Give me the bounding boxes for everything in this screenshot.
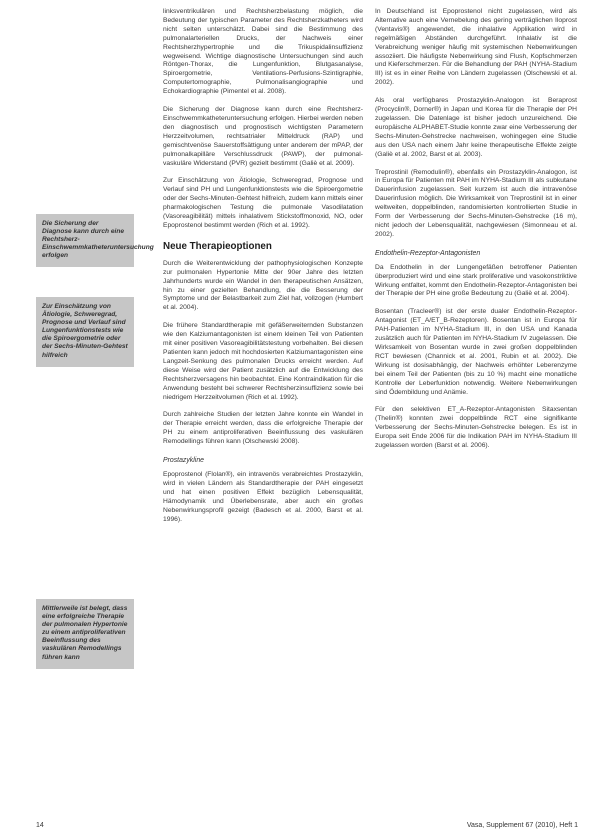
margin-note-diagnosis: Die Sicherung der Diagnose kann durch eine Rechtsherz-Einschwemmkatheteruntersuchung erfolgen: [36, 214, 134, 267]
section-heading: Neue Therapieoptionen: [163, 240, 272, 252]
margin-note-lung-function: Zur Einschätzung von Ätiologie, Schweregrad, Prognose und Verlauf sind Lungenfunktionstests wie die Spiroergometrie oder der Sechs-Minuten-Gehtest hilfreich: [36, 297, 134, 367]
paragraph: Epoprostenol (Flolan®), ein intravenös verabreichtes Prostazyklin, wird in vielen Ländern als Standardtherapie der PAH eingesetzt und hat einen positiven Effekt bezüglich Lebensqualität, Hämodynamik und Überlebensrate, aber auch ein großes Nebenwirkungsprofil gezeigt (Badesch et al. 2000, Barst et al. 1996).: [163, 471, 363, 523]
page-number: 14: [36, 822, 44, 829]
paragraph: Die frühere Standardtherapie mit gefäßerweiternden Substanzen wie den Kalziumantagonisten ist einem kleinen Teil von Patienten mit einer positiven Vasoreagibilitätstestung vorbehalten. Bei diesen Patienten kann jedoch mit hochdosierten Kalziumantagonisten eine Langzeit-Senkung des pulmonalen Drucks erreicht werden. Auf diese Weise wird der Patient zusätzlich auf die Entwicklung des Rechtsherzversagens hin beobachtet. Eine Kontraindikation für die Anwendung besteht bei schwerer Rechtsherzinsuffizienz sowie bei niedrigem Herzzeitvolumen (Rich et al. 1992).: [163, 322, 363, 401]
paragraph: Durch zahlreiche Studien der letzten Jahre konnte ein Wandel in der Therapie erreicht werden, dass die erfolgreiche Therapie der PH zu einem antiproliferativen Beeinflussung des vaskulären Remodellings führen kann (Olschewski 2008).: [163, 411, 363, 446]
paragraph: Da Endothelin in der Lungengefäßen betroffener Patienten überproduziert wird und eine stark proliferative und vasokonstriktive Wirkung entfaltet, kommt den Endothelin-Rezeptor-Antagonisten bei der Therapie der PH eine große Bedeutung zu (Galiè et al. 2004).: [375, 263, 577, 298]
paragraph: Die Sicherung der Diagnose kann durch eine Rechtsherz-Einschwemmkatheteruntersuchung erfolgen. Hierbei werden neben den diagnostisch und prognostisch wichtigsten Parametern Herzzeitvolumen, rechtsatrialer Mitteldruck (RAP) und gemischtvenöse Sauerstoffsättigung unter anderem der mPAP, der pulmonalkapilläre Verschlussdruck (PAWP), der pulmonal-vaskuläre Widerstand (PVR) gezielt bestimmt (Galiè et al. 2009).: [163, 106, 363, 167]
page-footer: [0, 822, 614, 834]
subsection-heading: Endothelin-Rezeptor-Antagonisten: [375, 249, 481, 257]
paragraph: Als oral verfügbares Prostazyklin-Analogon ist Beraprost (Procyclin®, Dorner®) in Japan und Korea für die Therapie der PH zugelassen. Die Datenlage ist bisher jedoch unzureichend. Die europäische ALPHABET-Studie konnte zwar eine Verbesserung der Sechs-Minuten-Gehstrecke nachweisen, wohingegen eine Studie aus den USA nach einem Jahr keine therapeutische Effekte zeigte (Galiè et al. 2002, Barst et al. 2003).: [375, 97, 577, 158]
paragraph: Zur Einschätzung von Ätiologie, Schweregrad, Prognose und Verlauf sind PH und Lungenfunktionstests wie die Spiroergometrie oder der Sechs-Minuten-Gehtest hilfreich, zudem kann mittels einer pharmakologischen Testung die pulmonale Vasodilatation (Vasoreagibilität) mittels inhalativem Stickstoffmonoxid, NO, oder Epoprostenol bestimmt werden (Rich et al. 1992).: [163, 177, 363, 229]
margin-note-remodelling: Mittlerweile ist belegt, dass eine erfolgreiche Therapie der pulmonalen Hypertonie zu einem antiproliferativen Beeinflussung des vaskulären Remodellings führen kann: [36, 599, 134, 669]
paragraph: Treprostinil (Remodulin®), ebenfalls ein Prostazyklin-Analogon, ist in Europa für Patienten mit PAH im NYHA-Stadium III als subkutane Dauerinfusion zugelassen. Seit kurzem ist auch die intravenöse Dauerinfusion möglich. Die Wirksamkeit von Treprostinil ist in einer weltweiten, doppelblinden, randomisierten kontrollierten Studie in Form der Verbesserung der Sechs-Minuten-Gehstrecke (16 m), nicht jedoch der Lebensqualität, nachgewiesen (Simonneau et al. 2002).: [375, 168, 577, 238]
column-right: [375, 8, 577, 460]
paragraph: In Deutschland ist Epoprostenol nicht zugelassen, wird als Alternative auch eine Vernebelung des gering verträglichen Iloprost (Ventavis®) angewendet, die inhalative Applikation wird in regelmäßigen Abständen durchgeführt. Inhalativ ist die Verabreichung weniger häufig mit systemischen Nebenwirkungen assoziiert. Die häufigste Nebenwirkung sind Flush, Kopfschmerzen und Kieferschmerzen. Für die Behandlung der PAH (NYHA-Stadium III) ist es in einer Reihe von Ländern zugelassen (Olschewski et al. 2002).: [375, 8, 577, 87]
paragraph: Bosentan (Tracleer®) ist der erste dualer Endothelin-Rezeptor-Antagonist (ET_A/ET_B-Rezeptoren). Bosentan ist in Europa für PAH-Patienten im NYHA-Stadium III, in den USA und Kanada zusätzlich auch für Patienten im NYHA-Stadium IV zugelassen. Die Wirksamkeit von Bosentan wurde in zwei großen doppelblinden RCT bewiesen (Channick et al. 2001, Rubin et al. 2002). Die Wirkung ist dosisabhängig, der Nachweis erhöhter Leberenzyme bei einem Teil der Patienten (bis zu 10 %) macht eine monatliche Kontrolle der Leberfunktion notwendig. Weitere Nebenwirkungen sind Ödembildung und Anämie.: [375, 308, 577, 396]
paragraph: Für den selektiven ET_A-Rezeptor-Antagonisten Sitaxsentan (Thelin®) konnten zwei doppelblinde RCT eine signifikante Verbesserung der Sechs-Minuten-Gehstrecke belegen. Es ist in Europa seit Ende 2006 für die Indikation PAH im NYHA-Stadium III zugelassen worden (Barst et al. 2006).: [375, 406, 577, 450]
journal-citation: Vasa, Supplement 67 (2010), Heft 1: [466, 822, 578, 829]
paragraph: linksventrikulären und Rechtsherzbelastung möglich, die Bedeutung der typischen Parameter des Rechtsherzkatheters wird nicht selten unterschätzt. Dabei sind die Bestimmung des pulmonalarteriellen Drucks, der Nachweis einer Rechtsherzhypertrophie und die Trikuspidalinsuffizienz wegweisend. Wichtige diagnostische Untersuchungen sind auch Röntgen-Thorax, die Lungenfunktion, Blutgasanalyse, Spiroergometrie, Ventilations-Perfusions-Szintigraphie, Computertomographie, Pulmonalisangiographie und Echokardiographie (Pimentel et al. 2008).: [163, 8, 363, 96]
paragraph: Durch die Weiterentwicklung der pathophysiologischen Konzepte zur pulmonalen Hypertonie Mitte der 90er Jahre des letzten Jahrhunderts wurde ein Wandel in den therapeutischen Ansätzen, hin zu einer gezielten Behandlung, die die Besserung der Symptome und der Belastbarkeit zum Ziel hat, vollzogen (Humbert et al. 2004).: [163, 259, 363, 312]
subsection-heading: Prostazykline: [163, 457, 204, 465]
column-left: [163, 8, 363, 534]
